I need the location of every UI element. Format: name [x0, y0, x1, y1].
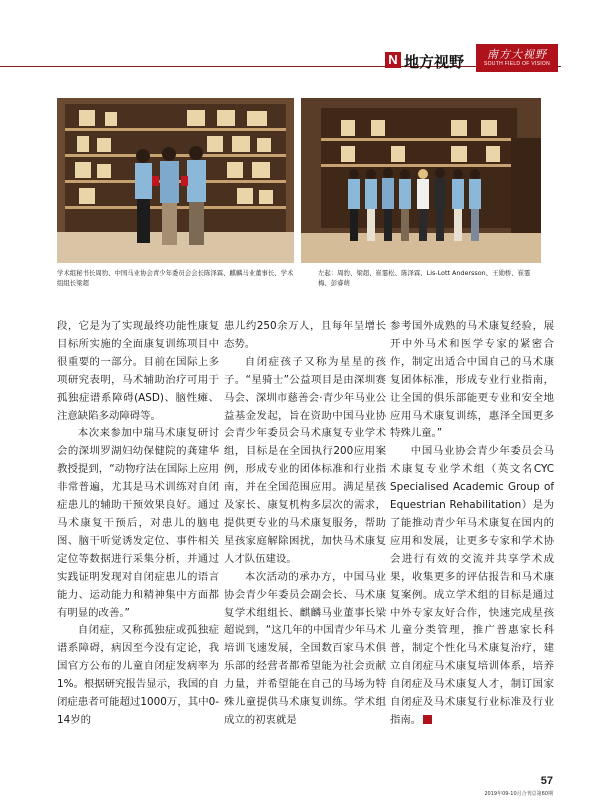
section-title: 地方视野: [404, 53, 465, 71]
article-column-2: [224, 318, 386, 730]
photo-right: [301, 98, 541, 263]
paragraph: 段，它是为了实现最终功能性康复目标所实施的全面康复训练项目中很重要的一部分。目前在国际上多项研究表明，马术辅助治疗可用于孤独症谱系障碍(ASD)、脑性瘫、注意缺陷多动障碍等。: [57, 320, 219, 422]
paragraph: 参考国外成熟的马术康复经验，展开中外马术和医学专家的紧密合作，制定出适合中国自己的马术康复团体标准，形成专业行业指南，让全国的俱乐部能更专业和安全地应用马术康复训练，惠泽全国更多特殊儿童。”: [390, 320, 554, 440]
magazine-logo: [476, 44, 558, 72]
paragraph: 患儿约250余万人，且每年呈增长态势。: [224, 320, 386, 350]
article-column-1: [57, 318, 219, 730]
paragraph: [390, 443, 554, 730]
magazine-logo-script: 南方大视野: [487, 48, 547, 61]
paragraph: 自闭症，又称孤独症或孤独症谱系障碍，病因至今没有定论，我国官方公布的儿童自闭症发病率为1%。根据研究报告显示，我国的自闭症患者可能超过1000万，其中0-14岁的: [57, 624, 219, 726]
end-mark-icon: N: [423, 715, 432, 724]
photo-left-caption: 学术组秘书长周豹、中国马业协会青少年委员会会长陈泽霖、麒麟马业董事长、学术组组长梁超: [57, 269, 294, 287]
magazine-logo-english: SOUTH FIELD OF VISION: [483, 61, 551, 67]
paragraph: 自闭症孩子又称为星星的孩子。“星骑士”公益项目是由深圳赛马会、深圳市慈善会·青少年马业公益基金发起，旨在资助中国马业协会青少年委员会马术康复专业学术组，目标是在全国执行200应用案例，形成专业的团体标准和行业指南，并在全国范围应用。满足星孩及家长、康复机构多层次的需求，提供更专业的马术康复服务，帮助星孩家庭解除困扰，加快马术康复人才队伍建设。: [224, 355, 386, 565]
page-number: 57: [540, 775, 553, 787]
issue-info: 2019年09-10月合刊总第60期: [484, 791, 553, 797]
section-logo-icon: N: [385, 52, 401, 68]
paragraph-text: 中国马业协会青少年委员会马术康复专业学术组（英文名CYC Specialised Academic Group of Equestrian Rehabilitation）是为了能推动青少年马术康复在国内的应用和发展，让更多专家和学术协会进行有效的交流并共享学术成果，收集更多的评估报告和马术康复案例。成立学术组的目标是通过中外专家友好合作，快速完成星孩儿童分类管理，推广普惠家长科普，制定个性化马术康复治疗，建立自闭症马术康复培训体系，培养自闭症及马术康复人才，制订国家自闭症及马术康复行业标准及行业指南。: [390, 445, 554, 726]
photo-right-caption: 左起：周豹、梁超、崔霎松、陈泽霖、Lis-Lott Andersson、王勋桥、崔霎梅、彭睿萌: [318, 269, 531, 287]
paragraph: 本次来参加中瑞马术康复研讨会的深圳罗湖妇幼保健院的龚建华教授提到，“动物疗法在国际上应用非常普遍，尤其是马术训练对自闭症患儿的辅助干预效果良好。通过马术康复干预后，对患儿的脑电图、脑干听觉诱发定位、事件相关定位等数据进行采集分析，并通过实践证明发现对自闭症患儿的语言能力、运动能力和精神集中方面都有明显的改善。”: [57, 427, 219, 619]
photo-left: [57, 98, 294, 263]
article-column-3: [390, 318, 554, 730]
paragraph: 本次活动的承办方，中国马业协会青少年委员会副会长、马术康复学术组组长、麒麟马业董事长梁超说到，“这几年的中国青少年马术培训飞速发展，全国数百家马术俱乐部的经营者都希望能为社会贡献力量，并希望能在自己的马场为特殊儿童提供马术康复训练。学术组成立的初衷就是: [224, 570, 386, 726]
